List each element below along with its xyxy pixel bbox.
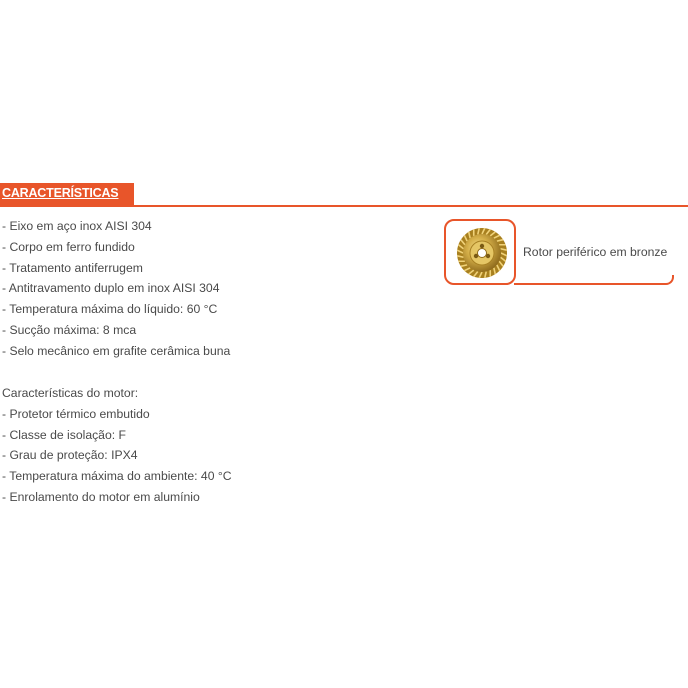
callout-connector-line <box>514 275 674 285</box>
features-list <box>2 216 230 362</box>
rotor-label: Rotor periférico em bronze <box>523 245 668 259</box>
section-divider <box>0 205 688 207</box>
feature-item: - Eixo em aço inox AISI 304 <box>2 219 152 233</box>
motor-feature-item: - Temperatura máxima do ambiente: 40 °C <box>2 469 232 484</box>
section-title: CARACTERÍSTICAS <box>2 186 119 200</box>
feature-item: - Corpo em ferro fundido <box>2 239 135 254</box>
section-title-tab <box>0 183 134 206</box>
rotor-callout <box>444 219 688 289</box>
motor-feature-item: - Enrolamento do motor em alumínio <box>2 489 200 504</box>
feature-item: - Antitravamento duplo em inox AISI 304 <box>2 281 220 296</box>
feature-item: - Sucção máxima: 8 mca <box>2 322 137 337</box>
feature-item: - Tratamento antiferrugem <box>2 260 143 275</box>
bronze-impeller-icon <box>454 225 510 281</box>
feature-item: - Selo mecânico em grafite cerâmica buna <box>2 343 231 358</box>
motor-features-list <box>2 404 232 508</box>
motor-section <box>2 383 232 508</box>
motor-feature-item: - Protetor térmico embutido <box>2 406 150 421</box>
motor-feature-item: - Grau de proteção: IPX4 <box>2 448 138 463</box>
rotor-image-frame <box>444 219 516 285</box>
feature-item: - Temperatura máxima do líquido: 60 °C <box>2 302 218 317</box>
motor-section-title: Características do motor: <box>2 386 139 400</box>
motor-feature-item: - Classe de isolação: F <box>2 427 126 442</box>
